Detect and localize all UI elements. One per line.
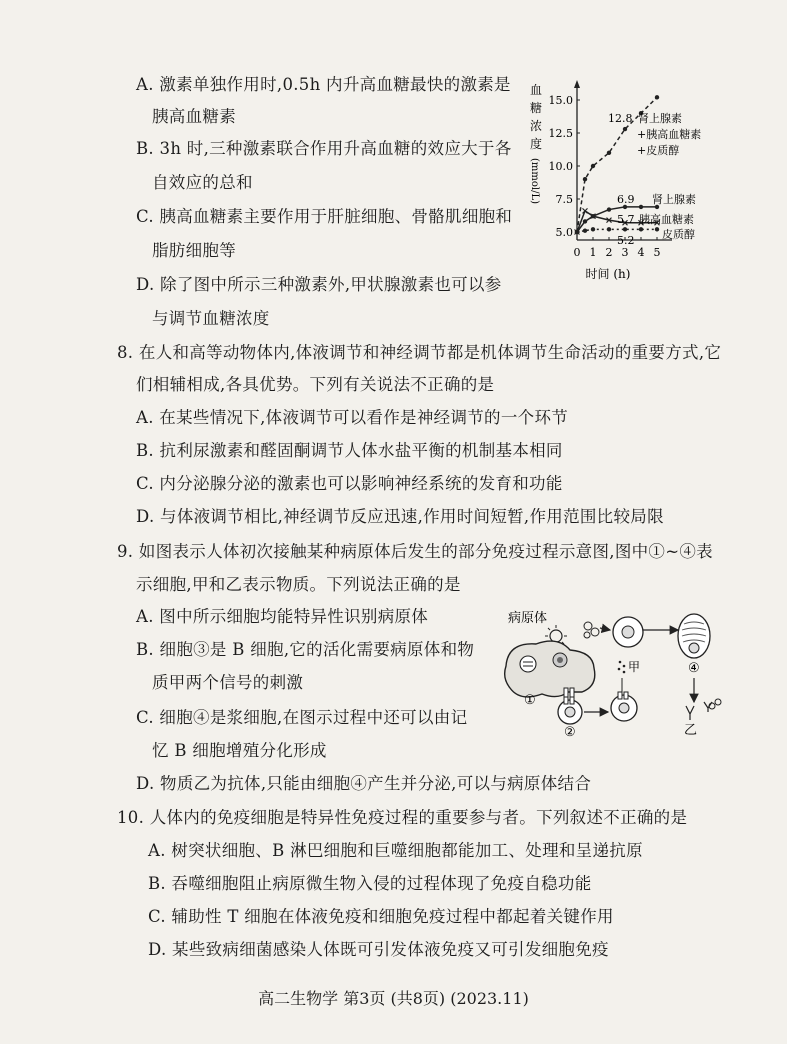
- label-6-9: 6.9: [617, 193, 635, 206]
- series-4-point: [583, 228, 587, 232]
- q7-option-b-line1: B. 3h 时,三种激素联合作用升高血糖的效应大于各: [136, 139, 512, 158]
- series-1-point: [607, 151, 611, 155]
- y-tick-label: 12.5: [548, 127, 573, 140]
- series-4-point: [575, 230, 579, 234]
- q7-option-b-line2: 自效应的总和: [152, 173, 253, 192]
- x-tick-label: 2: [605, 246, 613, 259]
- cell-1-label: ①: [524, 693, 536, 708]
- q8-option-d: D. 与体液调节相比,神经调节反应迅速,作用时间短暂,作用范围比较局限: [136, 507, 664, 526]
- q9-option-c-line2: 忆 B 细胞增殖分化形成: [152, 741, 327, 760]
- q7-option-a-line1: A. 激素单独作用时,0.5h 内升高血糖最快的激素是: [136, 75, 511, 94]
- series-4-point: [591, 227, 595, 231]
- antibody-icon: [686, 702, 712, 720]
- q7-option-c-line2: 脂肪细胞等: [152, 241, 236, 260]
- q9-option-b-line1: B. 细胞③是 B 细胞,它的活化需要病原体和物: [136, 640, 475, 659]
- ylabel-char-2: 糖: [530, 101, 543, 115]
- cell-4-label: ④: [688, 661, 700, 676]
- ylabel-char-3: 浓: [530, 119, 543, 133]
- legend-combined-3: +皮质醇: [637, 144, 680, 157]
- legend-adrenaline: 肾上腺素: [652, 193, 696, 206]
- q10-stem: 10. 人体内的免疫细胞是特异性免疫过程的重要参与者。下列叙述不正确的是: [117, 808, 688, 827]
- cell-2-label: ②: [564, 725, 576, 740]
- q8-stem-line2: 们相辅相成,各具优势。下列有关说法不正确的是: [136, 375, 495, 394]
- q8-stem-line1: 8. 在人和高等动物体内,体液调节和神经调节都是机体调节生命活动的重要方式,它: [117, 343, 722, 362]
- chart-annotations: [608, 111, 701, 247]
- q7-option-c-line1: C. 胰高血糖素主要作用于肝脏细胞、骨骼肌细胞和: [136, 207, 513, 226]
- y-axis-arrow-icon: [574, 80, 580, 88]
- q8-option-a: A. 在某些情况下,体液调节可以看作是神经调节的一个环节: [136, 408, 569, 427]
- series-4-point: [639, 227, 643, 231]
- activated-b-cell: [613, 617, 643, 647]
- y-tick-label: 5.0: [555, 226, 573, 239]
- x-tick-label: 4: [637, 246, 645, 259]
- arrow-pathogen-to-cell: [600, 628, 610, 630]
- immune-process-diagram: [498, 606, 733, 786]
- ylabel-unit: (mmol/L): [529, 158, 540, 204]
- label-5-7: 5.7: [617, 213, 635, 226]
- q8-option-b: B. 抗利尿激素和醛固酮调节人体水盐平衡的机制基本相同: [136, 441, 563, 460]
- x-axis-label: 时间 (h): [585, 267, 631, 281]
- q7-option-d-line1: D. 除了图中所示三种激素外,甲状腺激素也可以参: [136, 275, 502, 294]
- cell-4-plasma-cell: [678, 614, 710, 658]
- x-tick-label: 0: [573, 246, 581, 259]
- q9-stem-line1: 9. 如图表示人体初次接触某种病原体后发生的部分免疫过程示意图,图中①~④表: [117, 542, 713, 561]
- x-tick-label: 1: [589, 246, 597, 259]
- pathogen-cluster-icon: [584, 622, 599, 638]
- q7-option-a-line2: 胰高血糖素: [152, 107, 236, 126]
- y-tick-label: 15.0: [548, 94, 573, 107]
- series-2-point: [583, 219, 587, 223]
- legend-cortisol: 皮质醇: [662, 228, 695, 241]
- series-4-point: [607, 227, 611, 231]
- ylabel-char-4: 度: [530, 137, 543, 151]
- q10-option-d: D. 某些致病细菌感染人体既可引发体液免疫又可引发细胞免疫: [148, 940, 609, 959]
- series-4-point: [655, 227, 659, 231]
- y-tick-label: 10.0: [548, 160, 573, 173]
- cell-2-helper-t: [558, 697, 582, 724]
- pathogen-label: 病原体: [508, 611, 548, 626]
- series-4-point: [623, 227, 627, 231]
- series-1-point: [623, 127, 627, 131]
- series-1-point: [591, 164, 595, 168]
- substance-a-label: 甲: [628, 660, 641, 674]
- series-1-point: [655, 95, 659, 99]
- y-tick-label: 7.5: [555, 193, 573, 206]
- q8-option-c: C. 内分泌腺分泌的激素也可以影响神经系统的发育和功能: [136, 474, 563, 493]
- blood-glucose-chart: [520, 78, 725, 288]
- page-footer: 高二生物学 第3页 (共8页) (2023.11): [258, 989, 529, 1008]
- series-1-point: [583, 177, 587, 181]
- label-12-8: 12.8: [608, 112, 633, 125]
- q9-option-c-line1: C. 细胞④是浆细胞,在图示过程中还可以由记: [136, 708, 468, 727]
- legend-combined-1: 肾上腺素: [638, 112, 682, 125]
- q10-option-b: B. 吞噬细胞阻止病原微生物入侵的过程体现了免疫自稳功能: [148, 874, 592, 893]
- series-2-point: [639, 205, 643, 209]
- q9-stem-line2: 示细胞,甲和乙表示物质。下列说法正确的是: [136, 575, 461, 594]
- substance-a-dots-icon: [618, 661, 626, 674]
- q9-option-b-line2: 质甲两个信号的刺激: [152, 673, 304, 692]
- q9-option-d: D. 物质乙为抗体,只能由细胞④产生并分泌,可以与病原体结合: [136, 774, 592, 793]
- q10-option-c: C. 辅助性 T 细胞在体液免疫和细胞免疫过程中都起着关键作用: [148, 907, 614, 926]
- q7-option-d-line2: 与调节血糖浓度: [152, 309, 270, 328]
- y-axis-label: [529, 83, 542, 204]
- cell-1-macrophage: [505, 641, 595, 697]
- q9-option-a: A. 图中所示细胞均能特异性识别病原体: [136, 607, 429, 626]
- x-tick-label: 5: [653, 246, 661, 259]
- substance-b-label: 乙: [684, 723, 698, 738]
- label-5-2: 5.2: [617, 234, 635, 247]
- x-tick-label: 3: [621, 246, 629, 259]
- legend-glucagon: 胰高血糖素: [639, 213, 694, 226]
- q10-option-a: A. 树突状细胞、B 淋巴细胞和巨噬细胞都能加工、处理和呈递抗原: [148, 841, 643, 860]
- legend-combined-2: +胰高血糖素: [637, 128, 702, 141]
- cell-3-b-cell: [611, 692, 637, 721]
- series-2-point: [607, 207, 611, 211]
- y-tick-labels: [549, 94, 581, 239]
- series-line-4: [577, 229, 657, 232]
- ylabel-char-1: 血: [530, 83, 543, 97]
